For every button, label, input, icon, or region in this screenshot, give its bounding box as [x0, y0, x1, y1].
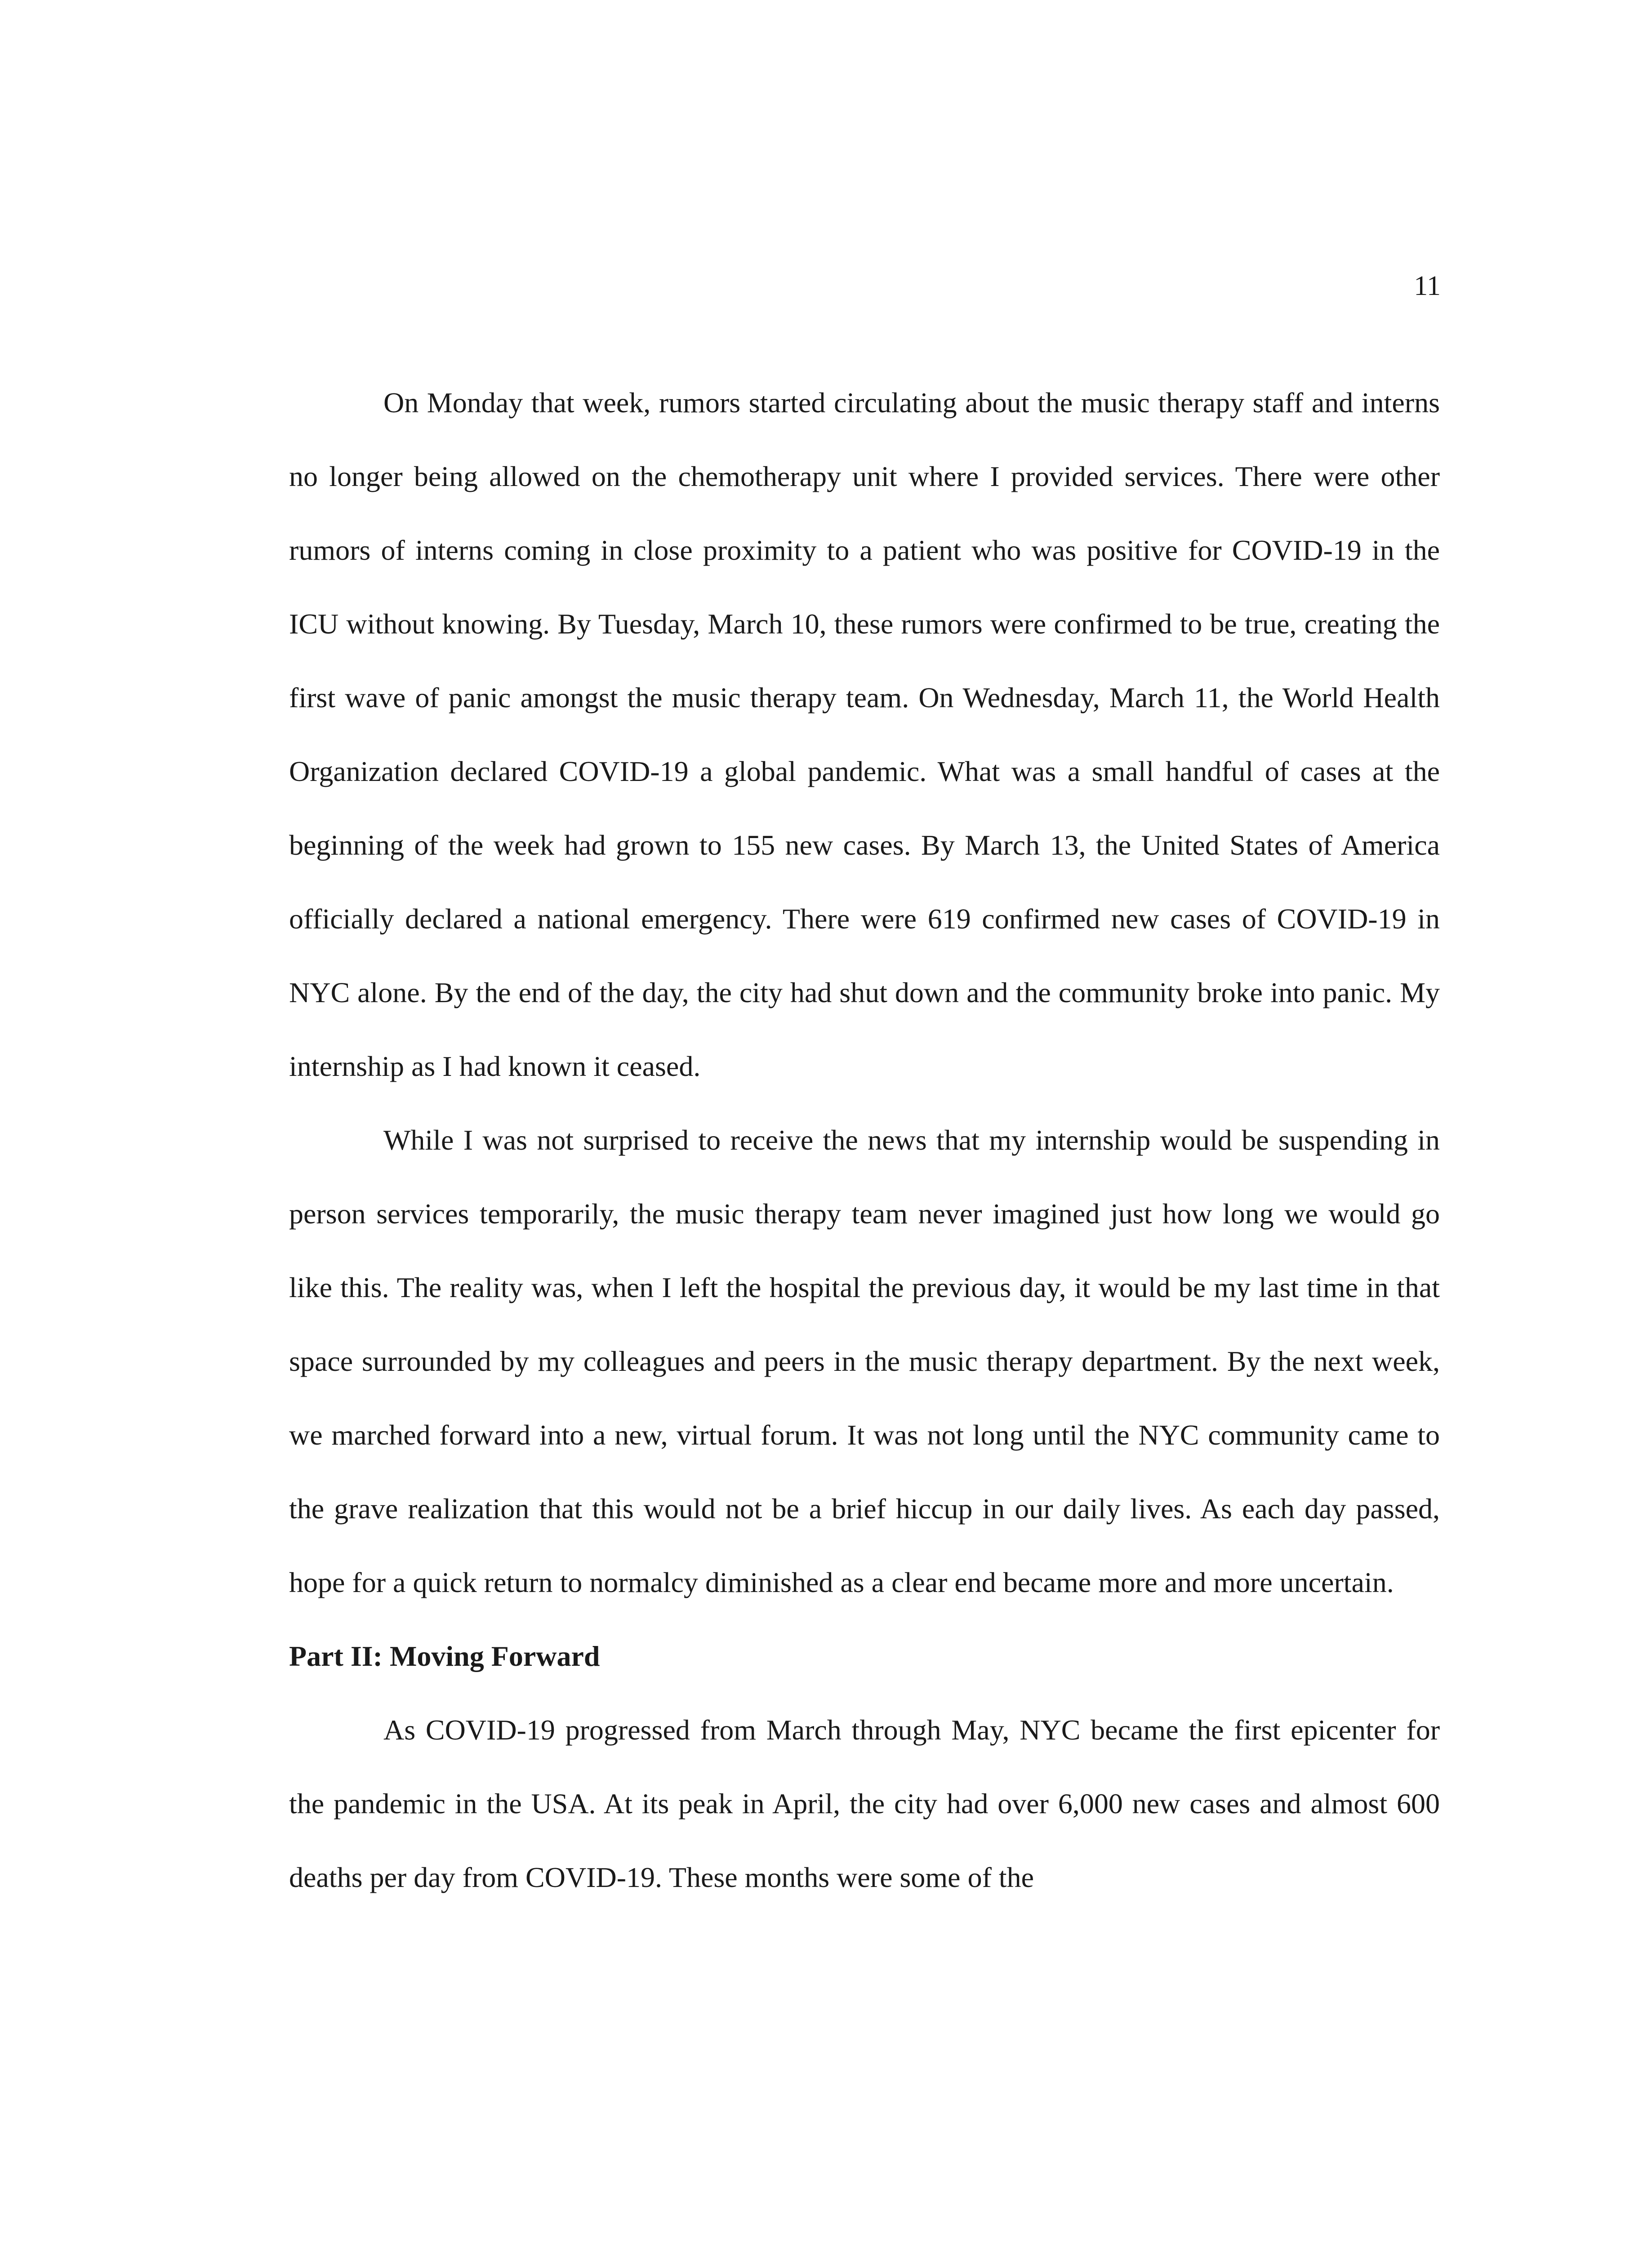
page-number: 11	[1414, 271, 1441, 301]
paragraph-2: While I was not surprised to receive the news that my internship would be suspending in person services temporarily, the music therapy team never imagined just how long we would go like this. The reality was, when I left the hospital the previous day, it would be my last time in that space surrounded by my colleagues and peers in the music therapy department. By the next week, we marched forward into a new, virtual forum. It was not long until the NYC community came to the grave realization that this would not be a brief hiccup in our daily lives. As each day passed, hope for a quick return to normalcy diminished as a clear end became more and more uncertain.	[289, 1124, 1440, 1598]
document-body	[289, 366, 1440, 1914]
section-heading: Part II: Moving Forward	[289, 1640, 600, 1672]
paragraph-1: On Monday that week, rumors started circulating about the music therapy staff and interns no longer being allowed on the chemotherapy unit where I provided services. There were other rumors of interns coming in close proximity to a patient who was positive for COVID-19 in the ICU without knowing. By Tuesday, March 10, these rumors were confirmed to be true, creating the first wave of panic amongst the music therapy team. On Wednesday, March 11, the World Health Organization declared COVID-19 a global pandemic. What was a small handful of cases at the beginning of the week had grown to 155 new cases. By March 13, the United States of America officially declared a national emergency. There were 619 confirmed new cases of COVID-19 in NYC alone. By the end of the day, the city had shut down and the community broke into panic. My internship as I had known it ceased.	[289, 387, 1440, 1082]
paragraph-3: As COVID-19 progressed from March through May, NYC became the first epicenter for the pandemic in the USA. At its peak in April, the city had over 6,000 new cases and almost 600 deaths per day from COVID-19. These months were some of the	[289, 1714, 1440, 1893]
